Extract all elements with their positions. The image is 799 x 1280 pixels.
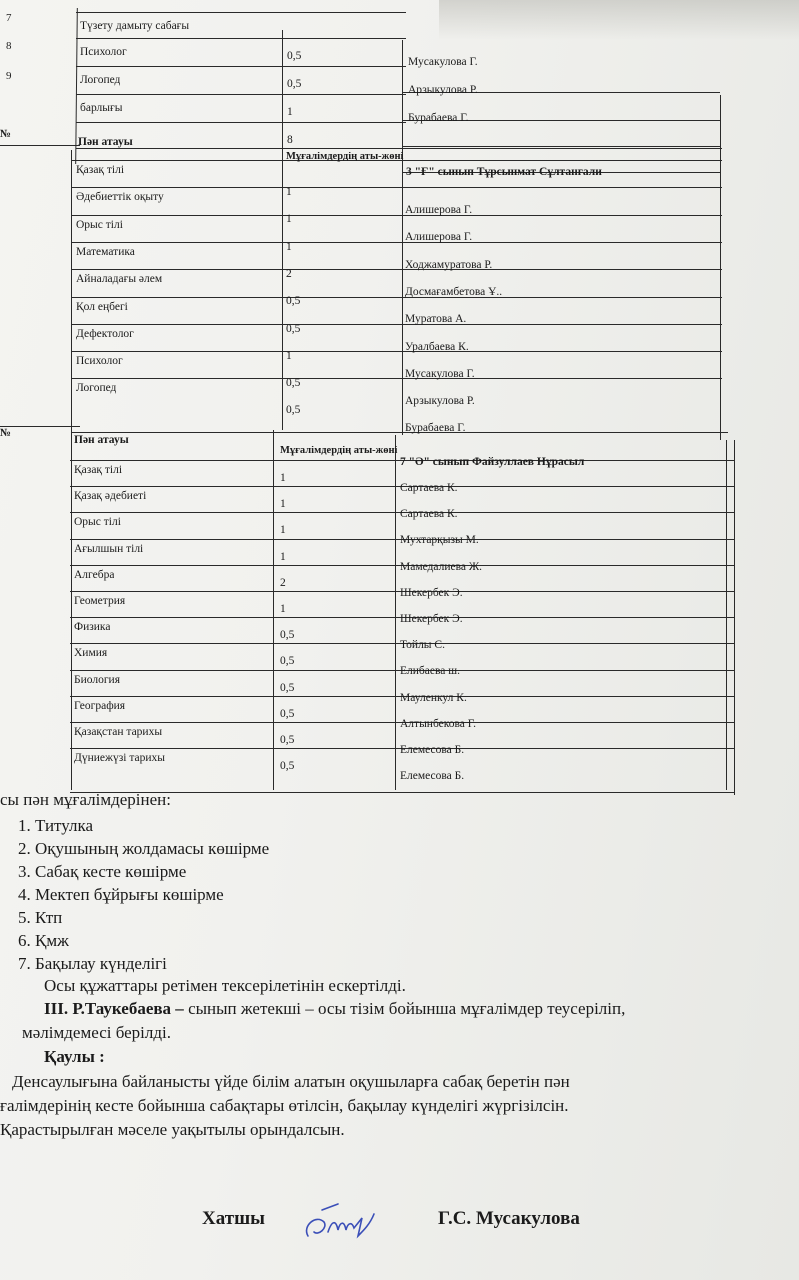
table-row-line xyxy=(0,426,80,427)
table-cell-subject: Биология xyxy=(74,673,121,686)
table-cell-teacher: Муратова А. xyxy=(405,313,467,326)
table-col-divider-1b xyxy=(273,430,274,790)
table-cell-hours: 0,5 xyxy=(280,760,295,773)
table-col-divider-2b xyxy=(395,435,396,790)
paragraph-3-bold: III. Р.Таукебаева – xyxy=(44,999,184,1018)
paragraph-3-rest: сынып жетекші – осы тізім бойынша мұғалімдер теусеріліп, xyxy=(183,999,626,1018)
table-cell-subject: Физика xyxy=(74,621,111,634)
paragraph-3-line2: мәлімдемесі берілді. xyxy=(22,1023,172,1042)
table-cell-teacher: Алтынбекова Г. xyxy=(400,717,476,730)
table-row-line xyxy=(72,215,722,216)
table-cell-subject: Түзету дамыту сабағы xyxy=(80,20,190,32)
table-border-left-2 xyxy=(71,150,72,790)
table-cell-subject: Логопед xyxy=(80,74,121,86)
table-cell-teacher: Бурабаева Г. xyxy=(408,112,469,124)
decision-line-2: ғалімдерінің кесте бойынша сабақтары өтілсін, бақылау күнделігі жүргізілсін. xyxy=(0,1096,569,1115)
table-cell-hours: 8 xyxy=(287,134,293,146)
table-cell-hours: 0,5 xyxy=(286,404,301,417)
table-cell-hours: 0,5 xyxy=(286,295,301,308)
table-row-line xyxy=(0,145,80,146)
table-cell-hours: 1 xyxy=(280,524,286,537)
paragraph-3 xyxy=(44,999,625,1019)
table-row-line xyxy=(76,122,406,123)
table-cell-teacher: Тойлы С. xyxy=(400,639,445,652)
table-col-divider-1 xyxy=(282,30,283,430)
row-number: № xyxy=(0,427,12,439)
table-cell-subject: Алгебра xyxy=(74,568,115,581)
table-row-line xyxy=(72,351,722,352)
table-cell-subject: Қазақ тілі xyxy=(76,164,125,176)
table-cell-teacher: Уралбаева К. xyxy=(405,340,469,353)
row-number: № xyxy=(0,128,12,140)
table-cell-subject: Қазақ тілі xyxy=(74,464,123,476)
table-cell-subject: Әдебиеттік оқыту xyxy=(76,191,164,204)
list-item: 1. Титулка xyxy=(18,816,94,835)
table-cell-subject: Логопед xyxy=(76,382,117,395)
table-cell-subject: Дүниежүзі тарихы xyxy=(74,752,165,765)
table-cell-subject: Орыс тілі xyxy=(76,218,123,231)
list-item: 5. Ктп xyxy=(18,908,63,927)
table-row-line xyxy=(72,378,722,379)
table-cell-subject: Ағылшын тілі xyxy=(74,542,144,555)
table-cell-subject: Химия xyxy=(74,647,108,660)
table-row-line xyxy=(72,432,728,433)
table-cell-hours: 1 xyxy=(286,240,292,253)
table-header-subject: Пән атауы xyxy=(78,136,133,148)
table-cell-hours: 0,5 xyxy=(280,681,295,694)
list-item: 3. Сабақ кесте көшірме xyxy=(18,862,187,881)
table-cell-teacher: Елемесова Б. xyxy=(400,770,465,783)
table-cell-teacher: Арзыкулова Р. xyxy=(405,395,475,408)
table-row-line xyxy=(76,94,406,95)
list-item: 7. Бақылау күнделігі xyxy=(18,954,167,973)
decision-line-1: Денсаулығына байланысты үйде білім алатын оқушыларға сабақ беретін пән xyxy=(12,1072,570,1091)
table-row-line xyxy=(72,324,722,325)
table-cell-hours: 0,5 xyxy=(287,78,302,90)
table-cell-teacher: Шекербек Э. xyxy=(400,586,463,599)
table-cell-teacher: Мамедалиева Ж. xyxy=(400,560,483,573)
list-item: 6. Қмж xyxy=(18,931,69,950)
table-cell-subject: Психолог xyxy=(80,46,127,58)
table-cell-teacher: Мусакулова Г. xyxy=(405,367,475,380)
table-cell-teacher: Шекербек Э. xyxy=(400,613,463,625)
list-item: 2. Оқушының жолдамасы көшірме xyxy=(18,839,270,858)
table-row-line xyxy=(76,66,406,67)
intro-line: сы пән мұғалімдерінен: xyxy=(0,790,171,809)
table-cell-hours: 0,5 xyxy=(280,629,295,642)
table-cell-teacher: Бурабаева Г. xyxy=(405,422,466,435)
table-cell-teacher: Алишерова Г. xyxy=(405,231,473,244)
table-border-right-2 xyxy=(726,440,727,790)
table-cell-teacher: Алишерова Г. xyxy=(405,204,473,216)
list-item: 4. Мектеп бұйрығы көшірме xyxy=(18,885,224,904)
table-cell-subject: Қазақстан тарихы xyxy=(74,726,163,738)
table-cell-teacher: Арзыкулова Р. xyxy=(408,84,478,96)
table-header-hours: Мұғалімдердің аты-жөні xyxy=(280,446,398,456)
table-cell-teacher: Досмағамбетова Ұ.. xyxy=(405,285,503,298)
table-header-teacher: 7 "Ә" сынып Файзуллаев Нұрасыл xyxy=(400,456,585,468)
table-cell-hours: 1 xyxy=(280,550,286,563)
signature-role: Хатшы xyxy=(202,1208,265,1229)
table-row-line xyxy=(76,38,406,39)
table-cell-subject: Қол еңбегі xyxy=(76,300,128,313)
row-number: 9 xyxy=(6,70,12,82)
table-cell-hours: 1 xyxy=(280,498,286,511)
table-cell-teacher: Ходжамуратова Р. xyxy=(405,258,493,271)
table-cell-subject: Психолог xyxy=(76,355,123,368)
table-cell-subject: Айналадағы әлем xyxy=(76,273,163,286)
table-cell-hours: 1 xyxy=(286,186,292,198)
table-cell-teacher: Мусакулова Г. xyxy=(408,56,478,68)
table-row-line xyxy=(76,148,722,149)
table-cell-hours: 0,5 xyxy=(286,377,301,390)
note-line: Осы құжаттары ретімен тексерілетінін ескертілді. xyxy=(44,976,406,995)
table-cell-subject: Дефектолог xyxy=(76,327,134,340)
table-cell-hours: 1 xyxy=(286,349,292,362)
decision-line-3: Қарастырылған мәселе уақытылы орындалсын. xyxy=(0,1120,345,1139)
table-row-line xyxy=(76,12,406,13)
table-row-line xyxy=(72,242,722,243)
table-row-line xyxy=(72,269,722,270)
table-header-hours: Мұғалімдердің аты-жөні xyxy=(286,152,404,162)
table-cell-hours: 0,5 xyxy=(287,50,302,62)
table-header-teacher: 3 "Ғ" сынып Тұрсынмат Сұлтанғали xyxy=(406,166,602,178)
table-row-line xyxy=(402,146,720,147)
table-cell-hours: 1 xyxy=(286,213,292,226)
table-cell-teacher: Елибаева ш. xyxy=(400,665,460,678)
table-col-divider-2 xyxy=(402,40,403,435)
table-cell-teacher: Сартаева К. xyxy=(400,482,458,494)
table-cell-hours: 0,5 xyxy=(280,655,295,668)
table-cell-hours: 2 xyxy=(286,267,292,280)
table-cell-hours: 0,5 xyxy=(280,707,295,720)
table-border-right xyxy=(720,95,721,440)
handwritten-signature-icon xyxy=(300,1200,380,1248)
table-cell-subject: Қазақ әдебиеті xyxy=(74,490,147,503)
table-cell-hours: 1 xyxy=(287,106,293,118)
row-number: 7 xyxy=(6,12,12,24)
table-cell-hours: 0,5 xyxy=(280,734,295,746)
table-header-subject: Пән атауы xyxy=(74,434,129,446)
table-cell-teacher: Елемесова Б. xyxy=(400,744,465,756)
table-cell-subject: География xyxy=(74,699,126,712)
table-cell-subject: барлығы xyxy=(80,102,123,114)
table-cell-subject: Геометрия xyxy=(74,595,126,607)
decision-heading: Қаулы : xyxy=(44,1047,105,1066)
table-cell-hours: 1 xyxy=(280,472,286,484)
signature-name: Г.С. Мусакулова xyxy=(438,1208,580,1229)
table-cell-hours: 0,5 xyxy=(286,322,301,335)
row-number: 8 xyxy=(6,40,12,52)
table-cell-teacher: Мухтарқызы М. xyxy=(400,534,479,547)
table-cell-hours: 2 xyxy=(280,576,286,589)
table-cell-hours: 1 xyxy=(280,603,286,615)
table-cell-teacher: Сартаева К. xyxy=(400,508,458,521)
table-row-line xyxy=(72,187,722,188)
table-cell-subject: Орыс тілі xyxy=(74,516,121,529)
table-cell-subject: Математика xyxy=(76,245,135,258)
table-row-line xyxy=(72,297,722,298)
table-cell-teacher: Мауленкул К. xyxy=(400,691,467,704)
